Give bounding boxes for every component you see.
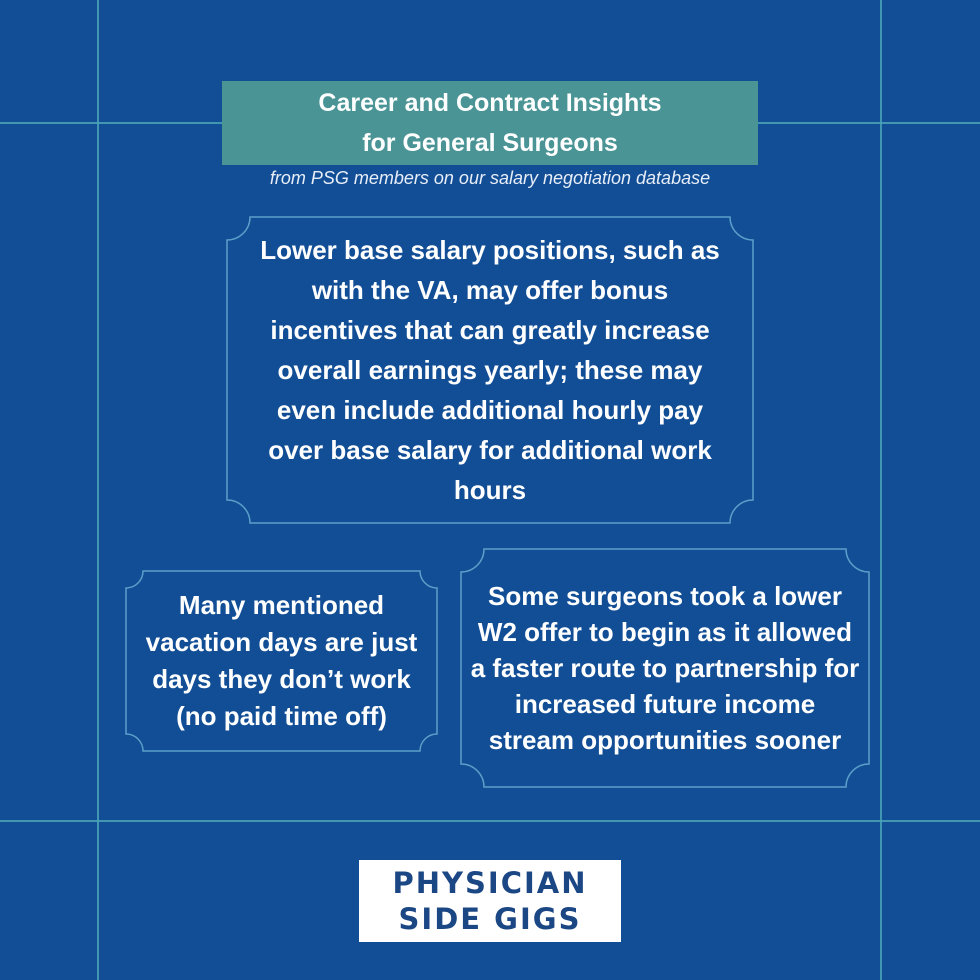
title-line-1: Career and Contract Insights bbox=[318, 89, 662, 117]
main-insight-text: Lower base salary positions, such as with the VA, may offer bonus incentives that can greatly increase overall earnings yearly; these may even include additional hourly pay over base salary for additional work hours bbox=[260, 235, 720, 505]
left-insight-card bbox=[125, 570, 438, 752]
physician-side-gigs-logo bbox=[359, 860, 621, 942]
subtitle: from PSG members on our salary negotiation database bbox=[269, 168, 711, 188]
title-banner bbox=[222, 81, 758, 165]
grid-line-vertical-left bbox=[97, 0, 99, 980]
left-insight-text: Many mentioned vacation days are just days they don’t work (no paid time off) bbox=[145, 590, 418, 731]
right-insight-card bbox=[460, 548, 870, 788]
grid-line-horizontal-bottom bbox=[0, 820, 980, 822]
grid-line-vertical-right bbox=[880, 0, 882, 980]
title-line-2: for General Surgeons bbox=[362, 129, 618, 157]
right-insight-text: Some surgeons took a lower W2 offer to begin as it allowed a faster route to partnership for increased future income stream opportunities sooner bbox=[470, 581, 860, 755]
logo-line-2: SIDE GIGS bbox=[398, 902, 582, 936]
main-insight-card bbox=[226, 216, 754, 524]
logo-line-1: PHYSICIAN bbox=[392, 866, 588, 900]
